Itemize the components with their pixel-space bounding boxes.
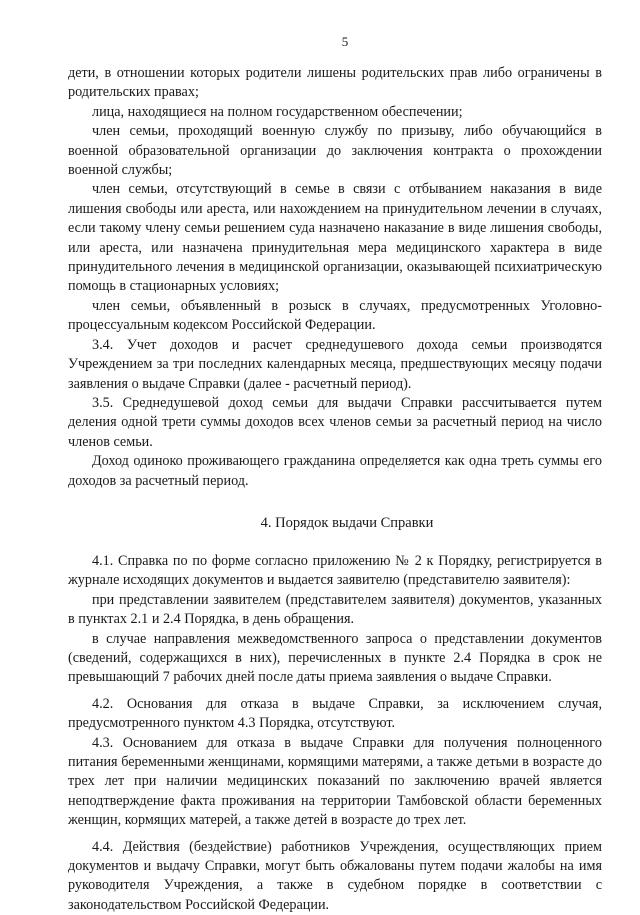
paragraph-4-3: 4.3. Основанием для отказа в выдаче Справки для получения полноценного питания беременными женщинами, кормящими матерями, а также детьми в возрасте до трех лет при наличии медицинских показаний по заключению врачей является неподтверждение факта проживания на территории Тамбовской области беременных женщин, кормящих матерей, а также детей в возрасте до трех лет. [68, 734, 602, 829]
paragraph-4-4: 4.4. Действия (бездействие) работников Учреждения, осуществляющих прием документов и выдачу Справки, могут быть обжалованы путем подачи жалобы на имя руководителя Учреждения, а также в судебном порядке в соответствии с законодательством Российской Федерации. [68, 838, 602, 913]
paragraph-4-1: 4.1. Справка по по форме согласно приложению № 2 к Порядку, регистрируется в журнале исходящих документов и выдается заявителю (представителю заявителя): [68, 552, 602, 589]
paragraph-4-1-same-day: при представлении заявителем (представителем заявителя) документов, указанных в пунктах 2.1 и 2.4 Порядка, в день обращения. [68, 591, 602, 628]
paragraph-absent-member: член семьи, отсутствующий в семье в связи с отбыванием наказания в виде лишения свободы или ареста, или нахождением на принудительном лечении в случаях, если такому члену семьи решением суда назначено наказание в виде лишения свободы, или ареста, или назначена принудительная мера медицинского характера в виде принудительного лечения в медицинской организации, оказывающей психиатрическую помощь в стационарных условиях; [68, 181, 602, 295]
paragraph-3-5: 3.5. Среднедушевой доход семьи для выдачи Справки рассчитывается путем деления одной трети суммы доходов всех членов семьи за расчетный период на число членов семьи. [68, 394, 602, 450]
section-title: 4. Порядок выдачи Справки [260, 514, 434, 531]
paragraph-single-income: Доход одиноко проживающего гражданина определяется как одна треть суммы его доходов за расчетный период. [68, 453, 602, 489]
paragraph-wanted-member: член семьи, объявленный в розыск в случаях, предусмотренных Уголовно-процессуальным кодексом Российской Федерации. [68, 297, 602, 334]
paragraph-4-1-interagency: в случае направления межведомственного запроса о представлении документов (сведений, содержащихся в них), перечисленных в пункте 2.4 Порядка в срок не превышающий 7 рабочих дней после даты приема заявления о выдаче Справки. [68, 630, 602, 686]
paragraph-children-deprived: дети, в отношении которых родители лишены родительских прав либо ограничены в родительских правах; [68, 65, 602, 101]
paragraph-3-4: 3.4. Учет доходов и расчет среднедушевого дохода семьи производятся Учреждением за три последних календарных месяца, предшествующих месяцу подачи заявления о выдаче Справки (далее - расчетный период). [68, 336, 602, 392]
paragraph-4-2: 4.2. Основания для отказа в выдаче Справки, за исключением случая, предусмотренного пунктом 4.3 Порядка, отсутствуют. [68, 695, 602, 732]
page-number: 5 [341, 34, 349, 49]
paragraph-military-service: член семьи, проходящий военную службу по призыву, либо обучающийся в военной образовательной организации до заключения контракта о прохождении военной службы; [68, 123, 602, 179]
paragraph-state-support: лица, находящиеся на полном государственном обеспечении; [92, 103, 463, 120]
